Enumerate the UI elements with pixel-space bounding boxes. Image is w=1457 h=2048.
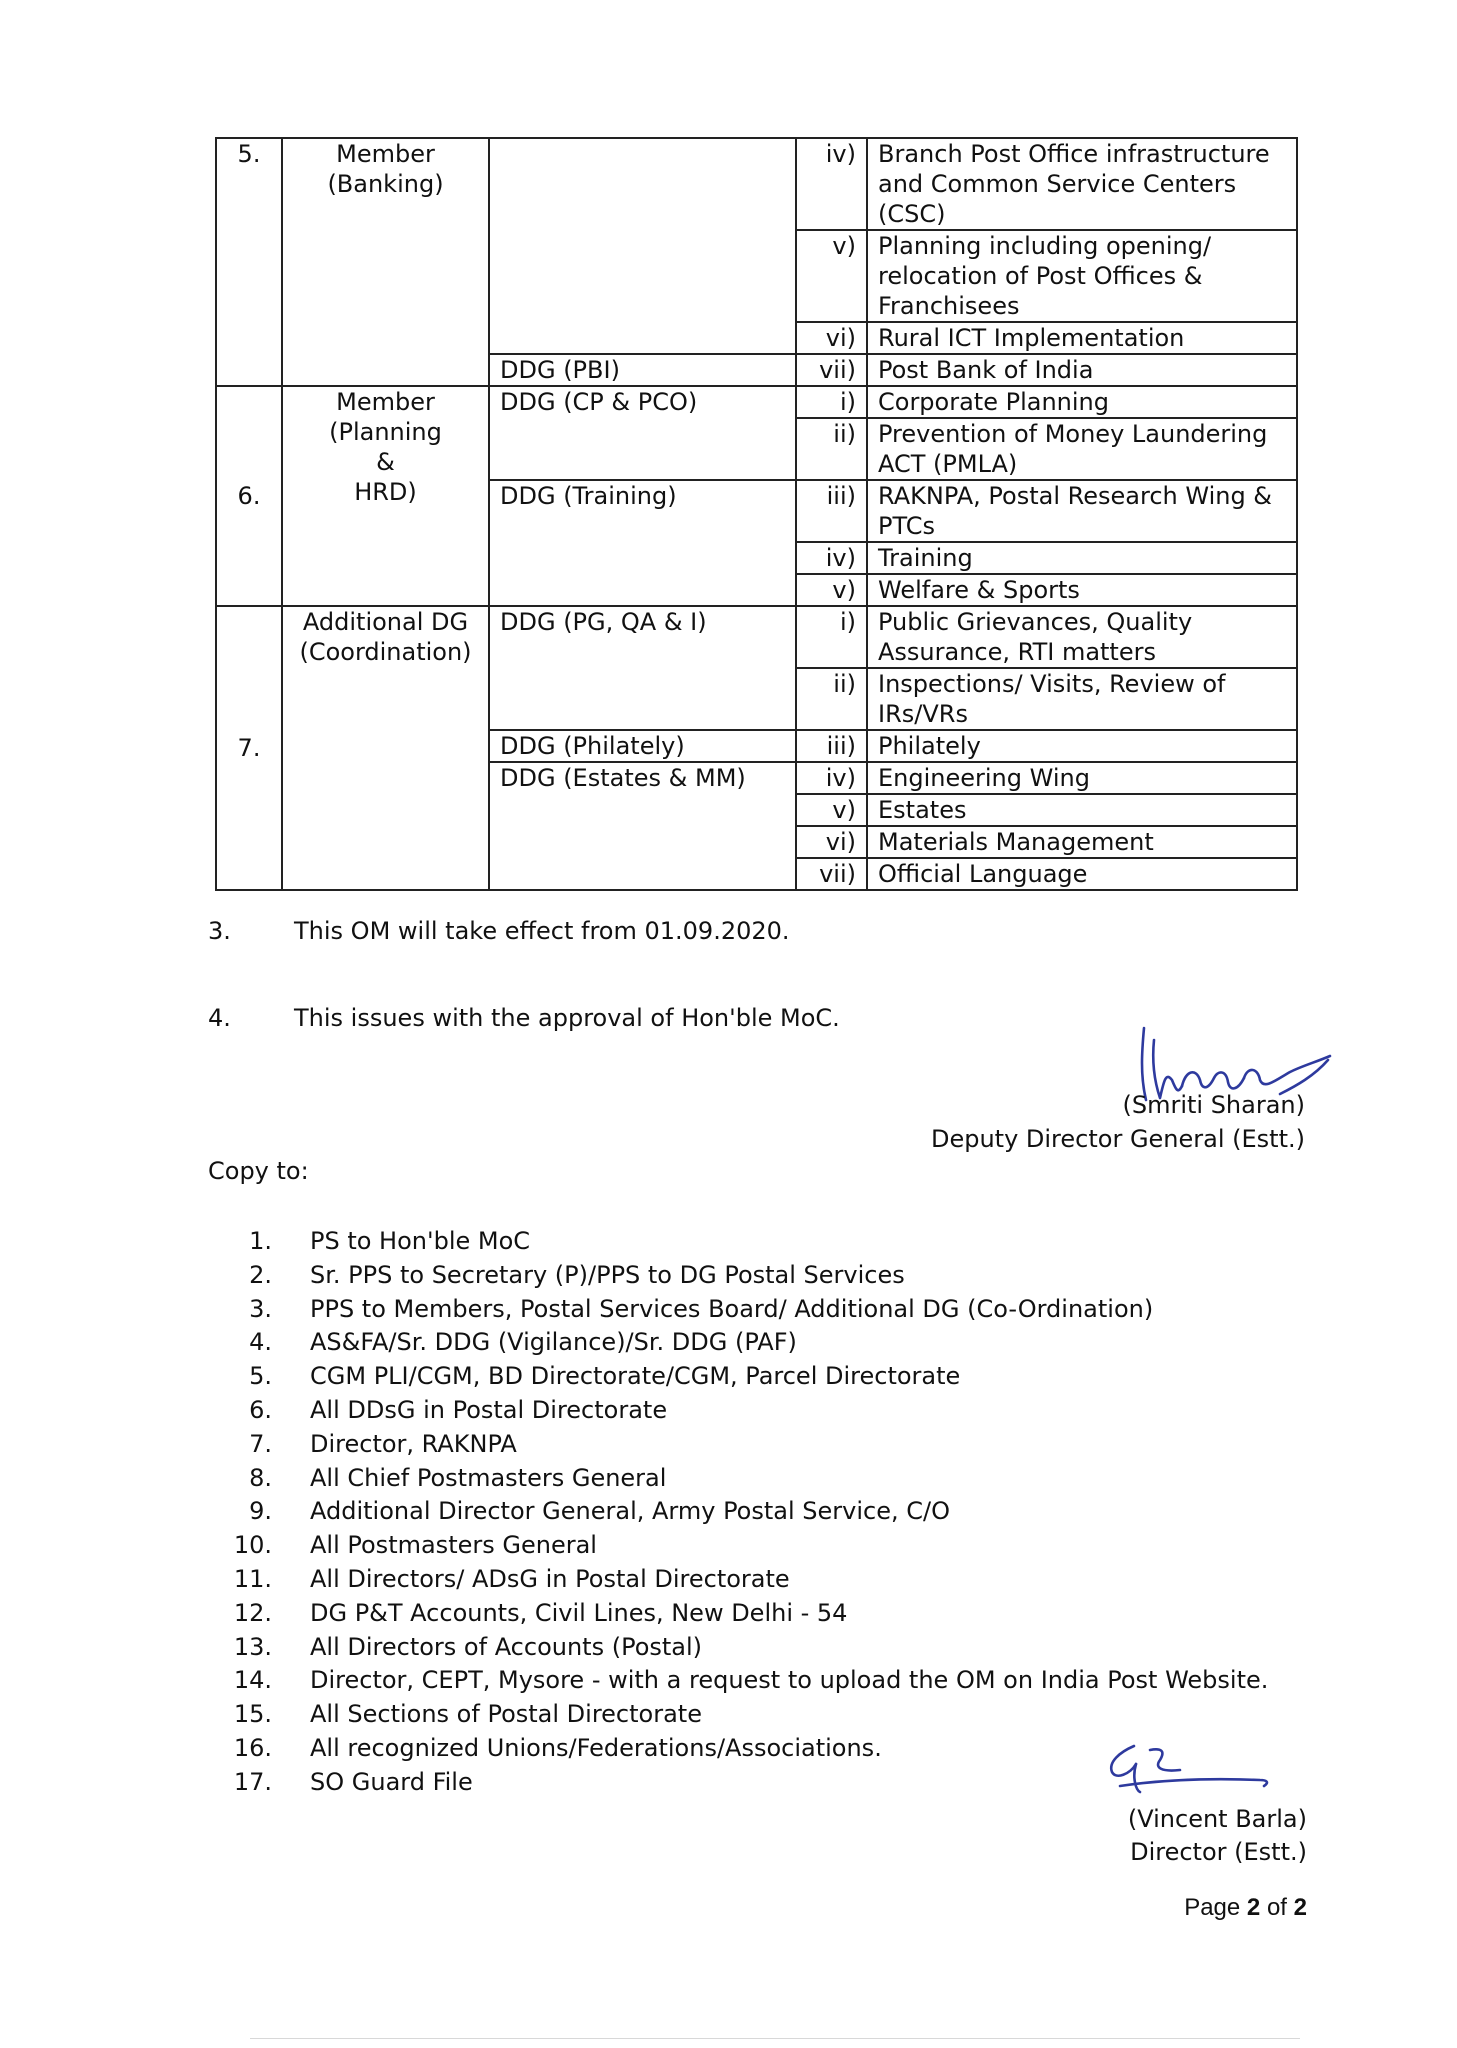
list-item-text: PS to Hon'ble MoC (310, 1227, 531, 1255)
subject-cell: Public Grievances, Quality Assurance, RTI matters (867, 606, 1297, 668)
list-item (200, 1732, 882, 1766)
allocation-table (215, 137, 1298, 891)
sl-cell: iii) (796, 730, 867, 762)
subject-cell: Training (867, 542, 1297, 574)
list-item-number: 10. (233, 1531, 272, 1560)
subject-cell: Planning including opening/ relocation of Post Offices & Franchisees (867, 230, 1297, 322)
list-item-text: Director, CEPT, Mysore - with a request to upload the OM on India Post Website. (310, 1666, 1269, 1695)
sl-cell: i) (796, 606, 867, 668)
list-item (200, 1259, 905, 1293)
list-item (200, 1360, 961, 1394)
page-total: 2 (1293, 1894, 1307, 1921)
sl-cell: iv) (796, 138, 867, 230)
ddg-cell: DDG (Philately) (489, 730, 796, 762)
member-line: (Banking) (327, 170, 444, 198)
member-line: Additional DG (302, 608, 469, 636)
list-item-text: All Directors/ ADsG in Postal Directorate (310, 1564, 790, 1593)
signatory-designation: Director (Estt.) (1130, 1838, 1307, 1866)
list-item-text: Sr. PPS to Secretary (P)/PPS to DG Postal Services (310, 1260, 905, 1289)
member-cell (282, 386, 489, 606)
list-item (200, 1698, 702, 1732)
signatory-name: (Vincent Barla) (1127, 1805, 1307, 1833)
list-item-text: DG P&T Accounts, Civil Lines, New Delhi - 54 (310, 1598, 848, 1627)
subject-cell: Welfare & Sports (867, 574, 1297, 606)
table-row (216, 606, 1297, 668)
sl-cell: v) (796, 574, 867, 606)
sl-cell: v) (796, 230, 867, 322)
sl-cell: ii) (796, 418, 867, 480)
subject-cell: Official Language (867, 858, 1297, 890)
ddg-cell: DDG (PBI) (489, 354, 796, 386)
list-item-number: 2. (249, 1260, 272, 1289)
member-line: & (376, 448, 395, 476)
copy-to-heading: Copy to: (208, 1157, 309, 1185)
ddg-cell (489, 138, 796, 354)
sl-cell: iii) (796, 480, 867, 542)
list-item-text: All DDsG in Postal Directorate (310, 1395, 668, 1424)
subject-cell: Rural ICT Implementation (867, 322, 1297, 354)
list-item (200, 1326, 797, 1360)
sl-cell: vii) (796, 858, 867, 890)
signatory-name: (Smriti Sharan) (1122, 1091, 1305, 1119)
row-number: 5. (216, 138, 282, 386)
subject-cell: Prevention of Money Laundering ACT (PMLA) (867, 418, 1297, 480)
list-item-number: 8. (249, 1463, 272, 1492)
list-item (200, 1394, 668, 1428)
list-item-text: CGM PLI/CGM, BD Directorate/CGM, Parcel Directorate (310, 1362, 961, 1391)
list-item-text: Additional Director General, Army Postal Service, C/O (310, 1497, 950, 1526)
list-item-number: 3. (249, 1294, 272, 1323)
list-item-text: PPS to Members, Postal Services Board/ Additional DG (Co-Ordination) (310, 1294, 1154, 1323)
sl-cell: vi) (796, 826, 867, 858)
list-item (200, 1597, 848, 1631)
paragraph-number: 4. (208, 1004, 231, 1032)
member-cell (282, 606, 489, 890)
list-item (200, 1293, 1154, 1327)
sl-cell: iv) (796, 542, 867, 574)
table-row (216, 386, 1297, 418)
list-item-number: 17. (233, 1767, 272, 1796)
member-line: HRD) (354, 478, 417, 506)
list-item (200, 1664, 1269, 1698)
list-item (200, 1428, 517, 1462)
subject-cell: Philately (867, 730, 1297, 762)
member-line: Member (336, 388, 435, 416)
member-line: (Coordination) (299, 638, 472, 666)
subject-cell: Post Bank of India (867, 354, 1297, 386)
list-item-text: Director, RAKNPA (310, 1429, 517, 1458)
list-item-text: All Chief Postmasters General (310, 1463, 667, 1492)
signatory-block (931, 1088, 1305, 1156)
ddg-cell: DDG (Estates & MM) (489, 762, 796, 890)
list-item-number: 11. (233, 1564, 272, 1593)
scan-edge-line (250, 2038, 1300, 2039)
list-item-number: 7. (249, 1429, 272, 1458)
subject-cell: Inspections/ Visits, Review of IRs/VRs (867, 668, 1297, 730)
row-number: 6. (216, 386, 282, 606)
paragraph-number: 3. (208, 917, 231, 945)
list-item-text: All Directors of Accounts (Postal) (310, 1632, 703, 1661)
list-item (200, 1529, 597, 1563)
list-item-text: SO Guard File (310, 1767, 473, 1796)
member-line: (Planning (329, 418, 442, 446)
list-item-number: 15. (233, 1700, 272, 1729)
list-item-number: 12. (233, 1598, 272, 1627)
list-item (200, 1495, 950, 1529)
list-item-number: 6. (249, 1395, 272, 1424)
subject-cell: Engineering Wing (867, 762, 1297, 794)
list-item-number: 16. (233, 1733, 272, 1762)
subject-cell: RAKNPA, Postal Research Wing & PTCs (867, 480, 1297, 542)
list-item (200, 1462, 667, 1496)
list-item-text: All recognized Unions/Federations/Associations. (310, 1733, 882, 1762)
list-item (200, 1766, 473, 1800)
member-cell (282, 138, 489, 386)
ddg-cell: DDG (Training) (489, 480, 796, 606)
list-item-number: 4. (249, 1328, 272, 1357)
list-item (200, 1563, 790, 1597)
list-item-text: All Postmasters General (310, 1531, 597, 1560)
signatory-designation: Deputy Director General (Estt.) (930, 1125, 1305, 1153)
subject-cell: Materials Management (867, 826, 1297, 858)
list-item (200, 1225, 531, 1259)
ddg-cell: DDG (PG, QA & I) (489, 606, 796, 730)
list-item-number: 14. (233, 1666, 272, 1695)
list-item (200, 1631, 703, 1665)
list-item-number: 5. (249, 1362, 272, 1391)
page-current: 2 (1246, 1894, 1261, 1921)
sl-cell: v) (796, 794, 867, 826)
page-number (1184, 1894, 1307, 1922)
member-line: Member (336, 140, 435, 168)
sl-cell: vi) (796, 322, 867, 354)
page-label: Page (1184, 1894, 1241, 1921)
ddg-cell: DDG (CP & PCO) (489, 386, 796, 480)
paragraph-text: This OM will take effect from 01.09.2020. (294, 917, 790, 945)
sl-cell: iv) (796, 762, 867, 794)
list-item-number: 9. (249, 1497, 272, 1526)
row-number: 7. (216, 606, 282, 890)
table-row (216, 138, 1297, 230)
subject-cell: Estates (867, 794, 1297, 826)
subject-cell: Branch Post Office infrastructure and Common Service Centers (CSC) (867, 138, 1297, 230)
paragraph-text: This issues with the approval of Hon'ble MoC. (294, 1004, 840, 1032)
page-of: of (1266, 1894, 1287, 1921)
signatory-block (1128, 1803, 1307, 1869)
list-item-number: 1. (249, 1227, 272, 1255)
copy-to-list (200, 1225, 1269, 1800)
sl-cell: i) (796, 386, 867, 418)
sl-cell: ii) (796, 668, 867, 730)
subject-cell: Corporate Planning (867, 386, 1297, 418)
list-item-text: All Sections of Postal Directorate (310, 1700, 702, 1729)
list-item-text: AS&FA/Sr. DDG (Vigilance)/Sr. DDG (PAF) (310, 1328, 797, 1357)
sl-cell: vii) (796, 354, 867, 386)
signature-vincent-barla (1100, 1738, 1280, 1808)
list-item-number: 13. (233, 1632, 272, 1661)
